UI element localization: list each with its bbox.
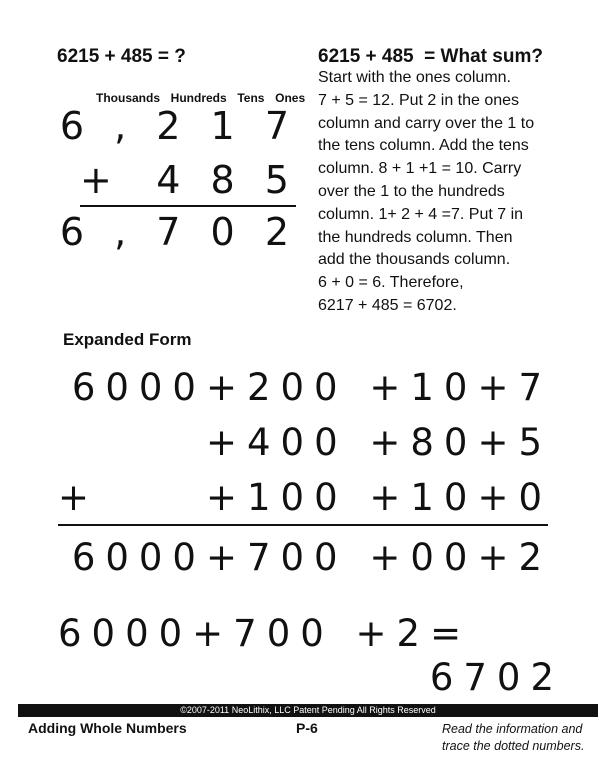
problem-title: 6215 + 485 = ?: [57, 46, 186, 67]
explanation-body: [318, 67, 580, 318]
expanded-row-1: 6000+200 +10+7: [71, 366, 552, 409]
plus-sign: +: [80, 158, 121, 202]
explanation-line: 7 + 5 = 12. Put 2 in the ones: [318, 91, 520, 109]
footer-instruction-line: trace the dotted numbers.: [442, 739, 585, 753]
expanded-sum-rule: [58, 524, 548, 526]
expanded-row-2: +400 +80+5: [205, 421, 552, 464]
expanded-row-sum: 6000+700 +00+2: [71, 536, 552, 579]
sum-rule: [80, 205, 296, 207]
footer-instruction-line: Read the information and: [442, 722, 583, 736]
explanation-line: 6217 + 485 = 6702.: [318, 296, 457, 314]
explanation-title: 6215 + 485 = What sum?: [318, 46, 543, 67]
footer-topic: Adding Whole Numbers: [28, 720, 187, 736]
copyright-bar: ©2007-2011 NeoLithix, LLC Patent Pending All Rights Reserved: [18, 704, 598, 717]
second-addend: 4 8 5: [156, 158, 298, 202]
explanation-line: Start with the ones column.: [318, 69, 511, 86]
explanation-line: 6 + 0 = 6. Therefore,: [318, 274, 464, 292]
expanded-row-3: +100 +10+0: [205, 476, 552, 519]
explanation-line: the tens column. Add the tens: [318, 137, 529, 155]
explanation-line: column. 1+ 2 + 4 =7. Put 7 in: [318, 205, 524, 223]
page-number: P-6: [296, 720, 318, 736]
final-answer: 6702: [429, 656, 564, 699]
place-value-headers: Thousands Hundreds Tens Ones: [96, 91, 306, 105]
expanded-form-title: Expanded Form: [63, 330, 192, 349]
expanded-row-simplified: 6000+700 +2=: [58, 612, 472, 655]
top-addend: 6 , 2 1 7: [59, 104, 298, 148]
explanation-line: over the 1 to the hundreds: [318, 182, 505, 200]
explanation-line: add the thousands column.: [318, 251, 511, 269]
explanation-line: the hundreds column. Then: [318, 228, 513, 246]
explanation-line: column. 8 + 1 +1 = 10. Carry: [318, 160, 522, 178]
footer-instructions: [442, 721, 602, 755]
expanded-plus-sign: +: [58, 476, 90, 519]
sum-answer: 6 , 7 0 2: [59, 210, 298, 254]
explanation-line: column and carry over the 1 to: [318, 114, 535, 132]
